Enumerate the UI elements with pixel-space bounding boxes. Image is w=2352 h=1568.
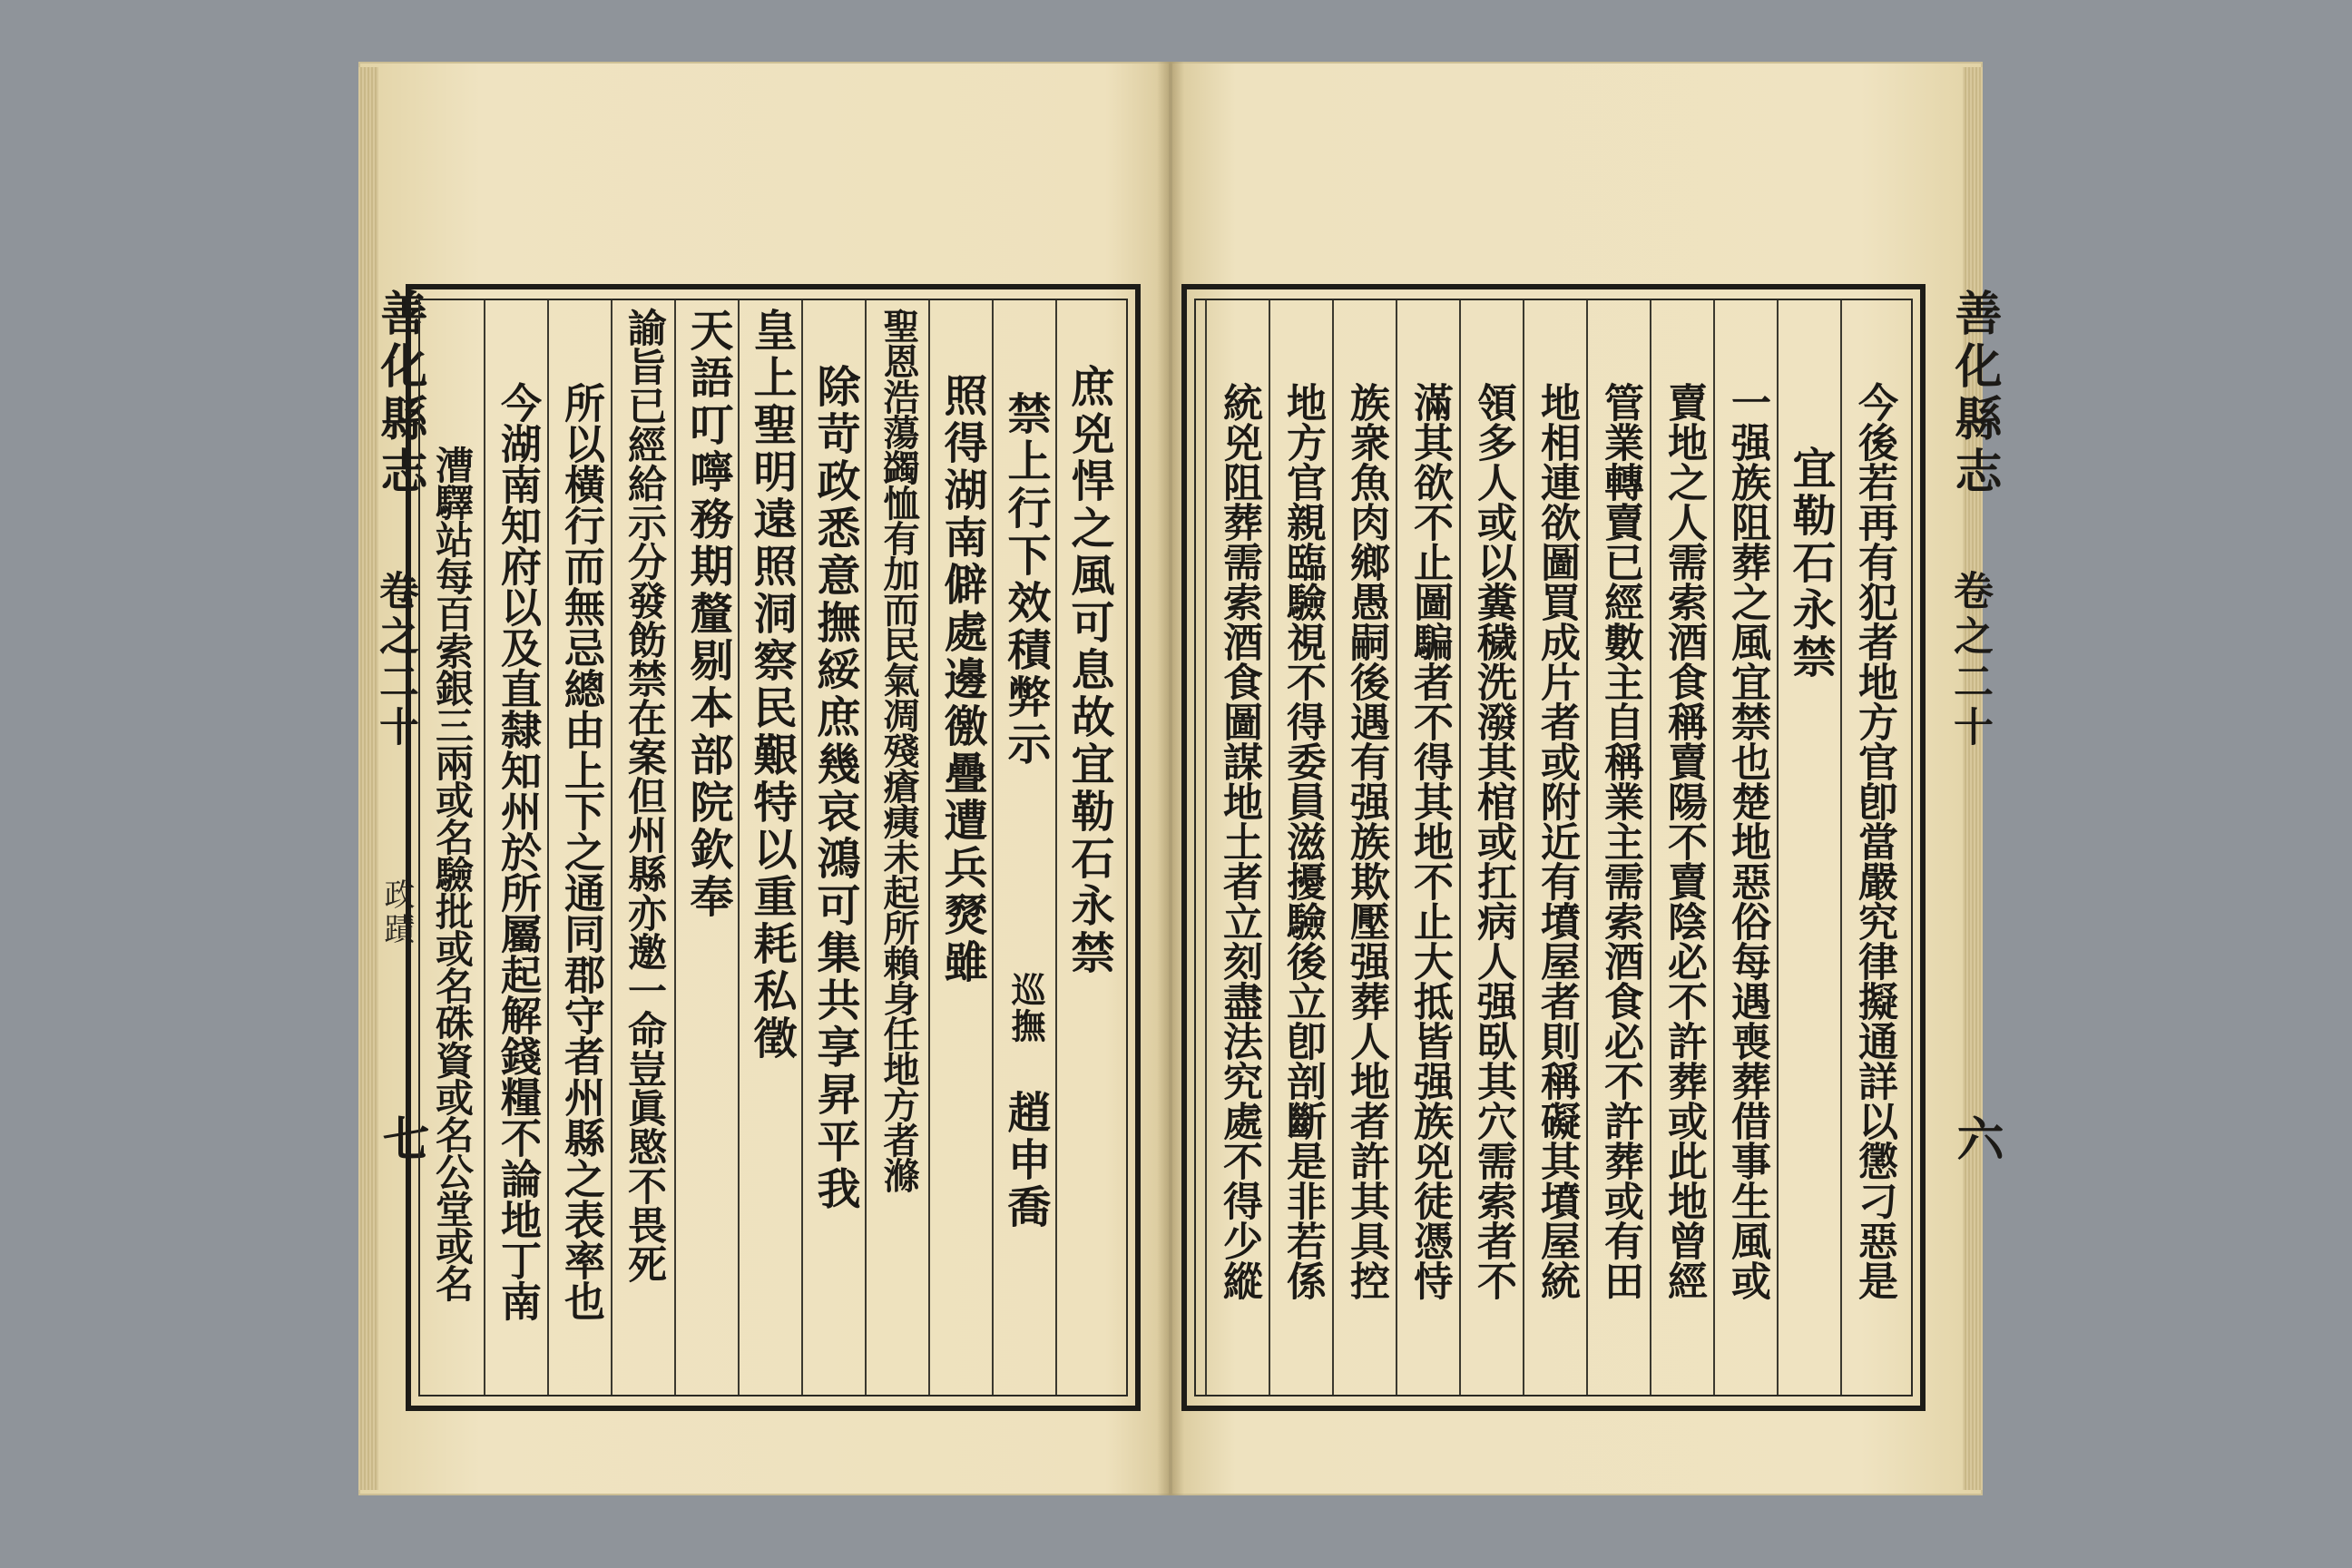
text-column [1586, 300, 1650, 1395]
right-margin-page-number: 六 [1948, 1114, 2004, 1167]
text-column [484, 300, 547, 1395]
text-column [1713, 300, 1777, 1395]
column-text: 管業轉賣已經數主自稱業主需索酒食必不許葬或有田 [1597, 382, 1643, 1300]
right-text-frame [1181, 284, 1926, 1411]
column-text: 今後若再有犯者地方官卽當嚴究律擬通詳以懲刁惡是 [1851, 382, 1897, 1300]
column-text: 照得湖南僻處邊徼疊遭兵燹雖 [936, 373, 987, 986]
left-margin-page-number: 七 [374, 1114, 429, 1167]
column-text: 天語叮嚀務期釐剔本部院欽奉 [682, 308, 733, 921]
text-column [928, 300, 992, 1395]
text-column [611, 300, 674, 1395]
column-text: 賣地之人需索酒食稱賣陽不賣陰必不許葬或此地曾經 [1661, 382, 1707, 1300]
right-page [1171, 62, 2004, 1495]
right-inner-border [1194, 299, 1913, 1396]
column-text: 除苛政悉意撫綏庶幾哀鴻可集共享昇平我 [809, 364, 860, 1213]
text-column [801, 300, 865, 1395]
signature-title: 巡撫 [1005, 972, 1046, 1044]
left-page-edges [358, 67, 378, 1490]
text-column [1650, 300, 1713, 1395]
text-column [547, 300, 611, 1395]
column-text: 族衆魚肉鄉愚嗣後遇有强族欺壓强葬人地者許其具控 [1343, 382, 1389, 1300]
open-book [358, 53, 2004, 1504]
left-text-frame [406, 284, 1141, 1411]
column-text: 宜勒石永禁 [1785, 446, 1836, 681]
column-text: 地相連欲圖買成片者或附近有墳屋者則稱礙其墳屋統 [1534, 382, 1580, 1300]
column-text: 滿其欲不止圖騙者不得其地不止大抵皆强族兇徒憑恃 [1406, 382, 1453, 1300]
text-column [738, 300, 801, 1395]
text-column [1269, 300, 1332, 1395]
left-margin-section: 政蹟 [378, 878, 415, 947]
column-text: 聖恩浩蕩蠲恤有加而民氣凋殘瘡痍未起所賴身任地方者滌 [877, 308, 920, 1192]
text-column [674, 300, 738, 1395]
right-margin-title: 善化縣志 [1946, 289, 2002, 499]
column-text: 禁上行下效積弊示 [1000, 391, 1051, 769]
column-text: 統兇阻葬需索酒食圖謀地土者立刻盡法究處不得少縱 [1216, 382, 1262, 1300]
text-column [1523, 300, 1586, 1395]
column-text: 領多人或以糞穢洗潑其棺或扛病人强臥其穴需索者不 [1470, 382, 1516, 1300]
text-column [992, 300, 1055, 1395]
left-margin-volume: 卷之二十 [372, 570, 418, 751]
column-text: 所以橫行而無忌總由上下之通同郡守者州縣之表率也 [557, 382, 605, 1321]
text-column [1840, 300, 1904, 1395]
signature-name: 趙申喬 [1000, 1090, 1051, 1231]
text-column [865, 300, 928, 1395]
left-inner-border [418, 299, 1128, 1396]
left-page [358, 62, 1171, 1495]
text-column [1205, 300, 1269, 1395]
text-column [1055, 300, 1119, 1395]
column-text: 漕驛站每百索銀三兩或名驗批或名硃資或名公堂或名 [430, 446, 475, 1301]
right-page-edges [1963, 67, 1983, 1490]
text-column [1396, 300, 1459, 1395]
column-text: 諭旨已經給示分發飭禁在案但州縣亦邀一命豈眞愍不畏死 [622, 308, 667, 1283]
column-text: 一强族阻葬之風宜禁也楚地惡俗每遇喪葬借事生風或 [1724, 382, 1770, 1300]
text-column [1777, 300, 1840, 1395]
left-margin-title: 善化縣志 [372, 289, 427, 499]
column-text: 地方官親臨驗視不得委員滋擾驗後立卽剖斷是非若係 [1279, 382, 1326, 1300]
text-column [1459, 300, 1523, 1395]
text-column [1332, 300, 1396, 1395]
column-text: 庶兇悍之風可息故宜勒石永禁 [1063, 364, 1114, 977]
column-text: 皇上聖明遠照洞察民艱特以重耗私徵 [746, 308, 797, 1063]
column-text: 今湖南知府以及直隸知州於所屬起解錢糧不論地丁南 [494, 382, 542, 1321]
text-column [420, 300, 484, 1395]
right-margin-volume: 卷之二十 [1946, 570, 1993, 751]
book-spine-shadow [1157, 62, 1184, 1495]
